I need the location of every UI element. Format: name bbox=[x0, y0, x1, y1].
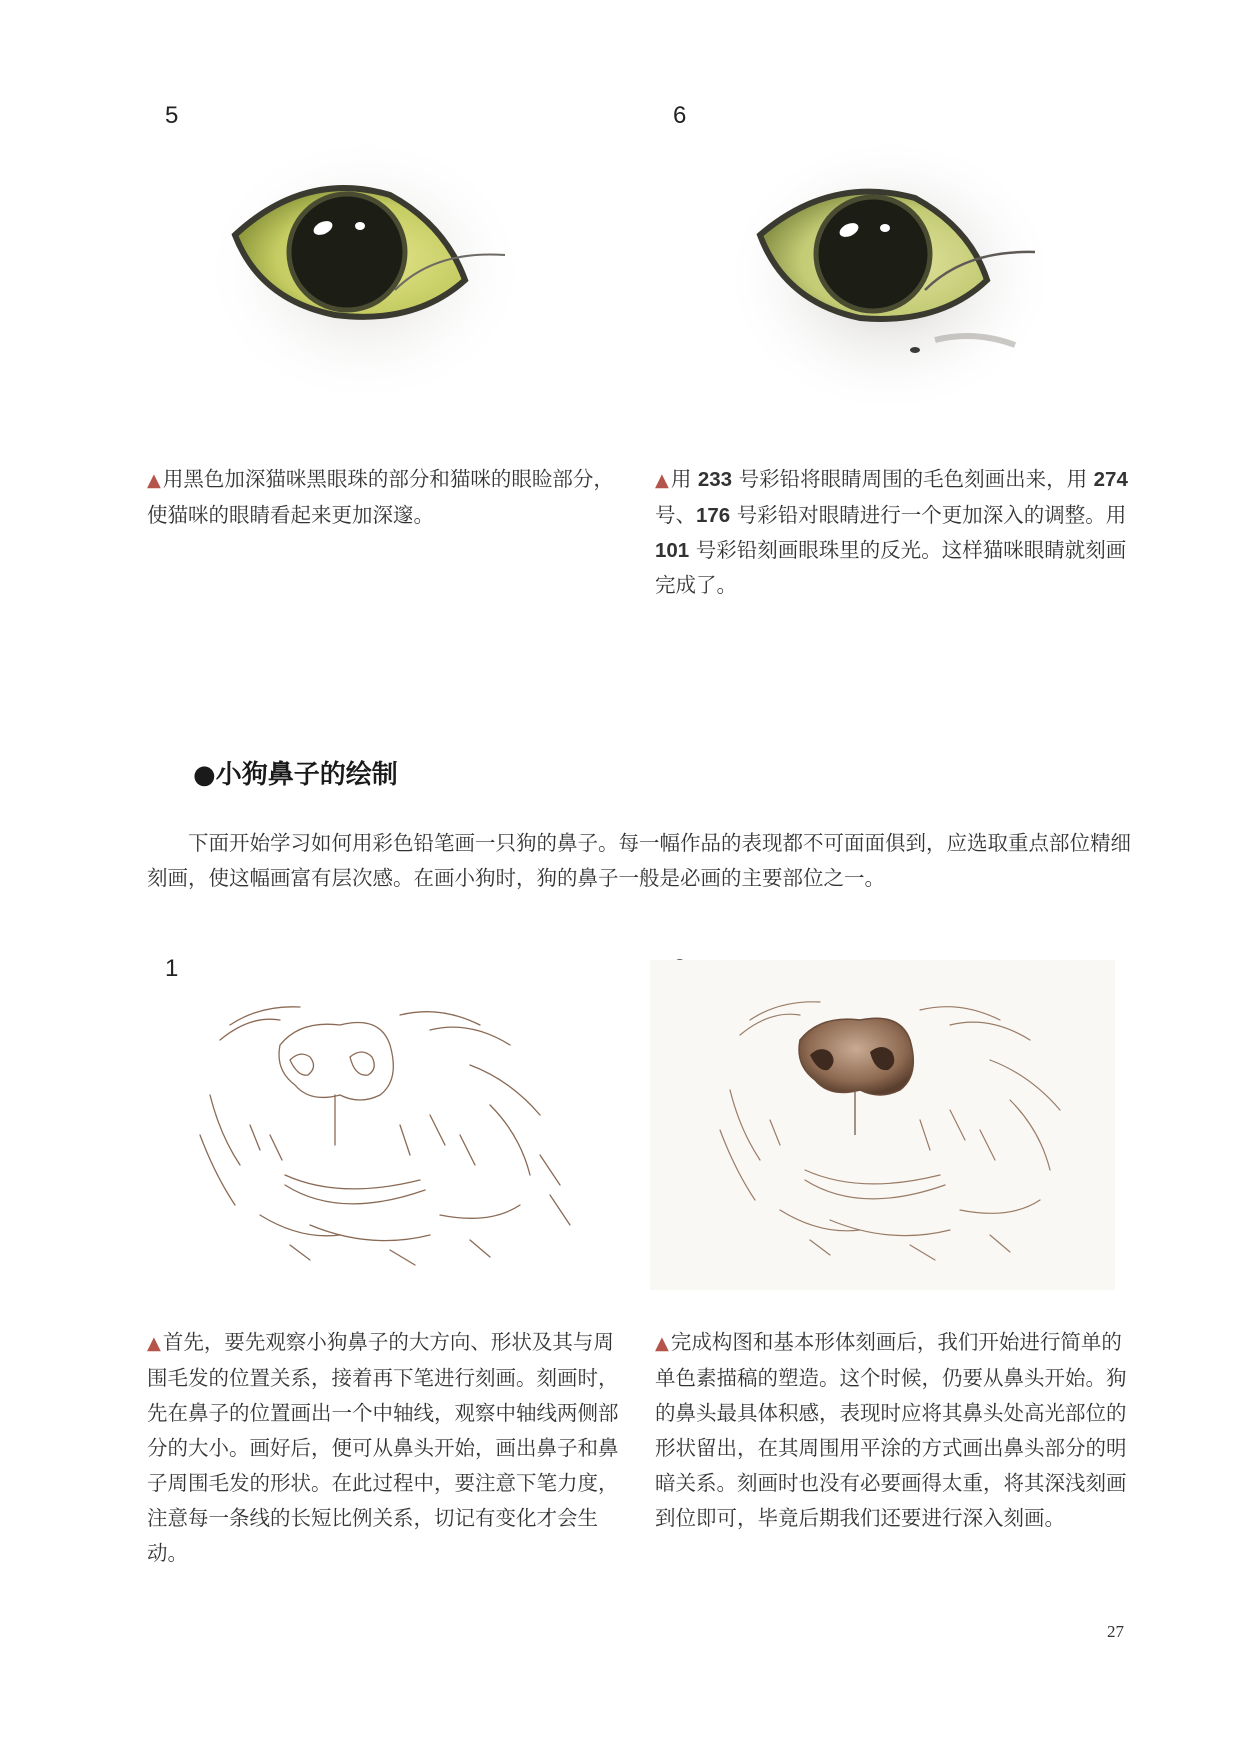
dog-nose-sketch-step2 bbox=[650, 960, 1115, 1290]
section-heading bbox=[193, 754, 398, 791]
triangle-marker-icon: ▲ bbox=[147, 1333, 161, 1354]
dog-step1-caption: ▲首先，要先观察小狗鼻子的大方向、形状及其与周围毛发的位置关系，接着再下笔进行刻画。刻画时，先在鼻子的位置画出一个中轴线，观察中轴线两侧部分的大小。画好后，便可从鼻头开始，画出鼻子和鼻子周围毛发的形状。在此过程中，要注意下笔力度，注意每一条线的长短比例关系，切记有变化才会生动。 bbox=[147, 1330, 619, 1565]
section-title: 小狗鼻子的绘制 bbox=[215, 760, 398, 790]
triangle-marker-icon: ▲ bbox=[655, 470, 669, 491]
step5-caption: ▲用黑色加深猫咪黑眼珠的部分和猫咪的眼睑部分，使猫咪的眼睛看起来更加深邃。 bbox=[147, 467, 614, 527]
step-number: 5 bbox=[165, 102, 179, 129]
cat-eye-illustration-step5 bbox=[215, 140, 515, 410]
cat-eye-illustration-step6 bbox=[735, 140, 1045, 410]
dog-nose-sketch-step1 bbox=[190, 985, 620, 1275]
bullet-icon: ● bbox=[193, 760, 216, 790]
section-intro: 下面开始学习如何用彩色铅笔画一只狗的鼻子。每一幅作品的表现都不可面面俱到，应选取重点部位精细刻画，使这幅画富有层次感。在画小狗时，狗的鼻子一般是必画的主要部位之一。 bbox=[147, 831, 1131, 890]
step-number: 6 bbox=[673, 102, 687, 129]
step-number: 1 bbox=[165, 955, 179, 982]
page-number: 27 bbox=[1107, 1622, 1124, 1641]
dog-step2-caption: ▲完成构图和基本形体刻画后，我们开始进行简单的单色素描稿的塑造。这个时候，仍要从鼻头开始。狗的鼻头最具体积感，表现时应将其鼻头处高光部位的形状留出，在其周围用平涂的方式画出鼻头部分的明暗关系。刻画时也没有必要画得太重，将其深浅刻画到位即可，毕竟后期我们还要进行深入刻画。 bbox=[655, 1330, 1127, 1530]
triangle-marker-icon: ▲ bbox=[655, 1333, 669, 1354]
step6-caption: ▲用 233 号彩铅将眼睛周围的毛色刻画出来，用 274 号、176 号彩铅对眼睛进行一个更加深入的调整。用 101 号彩铅刻画眼珠里的反光。这样猫咪眼睛就刻画完成了。 bbox=[655, 467, 1128, 597]
triangle-marker-icon: ▲ bbox=[147, 470, 161, 491]
